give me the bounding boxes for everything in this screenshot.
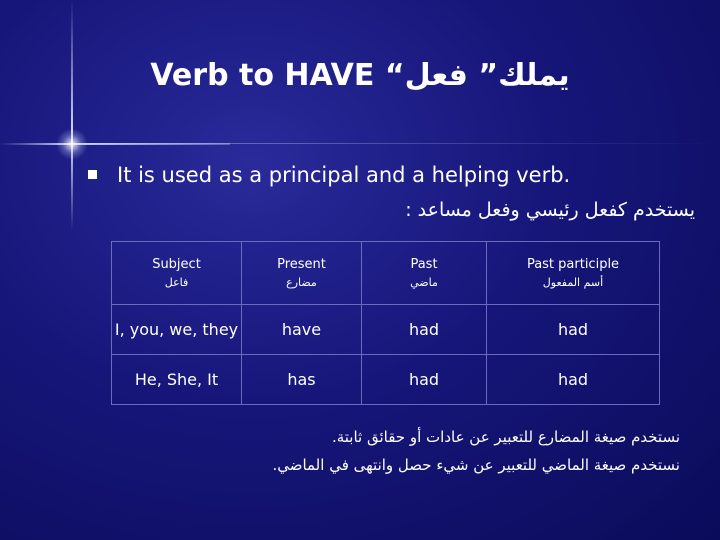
table-cell: had xyxy=(487,355,660,405)
header-en: Present xyxy=(277,257,326,272)
arabic-bullet-text: يستخدم كفعل رئيسي وفعل مساعد : xyxy=(405,199,695,221)
header-ar: مضارع xyxy=(286,276,317,289)
header-en: Subject xyxy=(152,257,201,272)
light-flare-vertical xyxy=(71,0,73,230)
header-ar: أسم المفعول xyxy=(542,276,604,289)
arabic-note-present: نستخدم صيغة المضارع للتعبير عن عادات أو حقائق ثابتة. xyxy=(331,428,680,446)
table-cell: I, you, we, they xyxy=(112,305,242,355)
table-cell: He, She, It xyxy=(112,355,242,405)
verb-table xyxy=(111,241,660,405)
header-cell-subject xyxy=(112,242,242,305)
table-cell: had xyxy=(487,305,660,355)
header-ar: ماضي xyxy=(410,276,438,289)
light-flare-glow xyxy=(56,128,88,160)
arabic-note-past: نستخدم صيغة الماضي للتعبير عن شيء حصل وانتهى في الماضي. xyxy=(272,456,680,474)
table-row xyxy=(112,305,660,355)
bullet-square-icon xyxy=(88,170,97,179)
header-cell-present xyxy=(242,242,362,305)
slide-title: Verb to HAVE “يملك” فعل xyxy=(150,58,570,93)
header-ar: فاعل xyxy=(164,276,189,289)
table-cell: have xyxy=(242,305,362,355)
table-cell: has xyxy=(242,355,362,405)
light-flare-horizontal xyxy=(0,143,230,145)
header-en: Past participle xyxy=(526,257,620,272)
header-cell-past-participle xyxy=(487,242,660,305)
table-cell: had xyxy=(362,305,487,355)
bullet-text: It is used as a principal and a helping verb. xyxy=(117,163,571,187)
table-header-row xyxy=(112,242,660,305)
header-en: Past xyxy=(410,257,438,272)
table-row xyxy=(112,355,660,405)
table-cell: had xyxy=(362,355,487,405)
header-cell-past xyxy=(362,242,487,305)
